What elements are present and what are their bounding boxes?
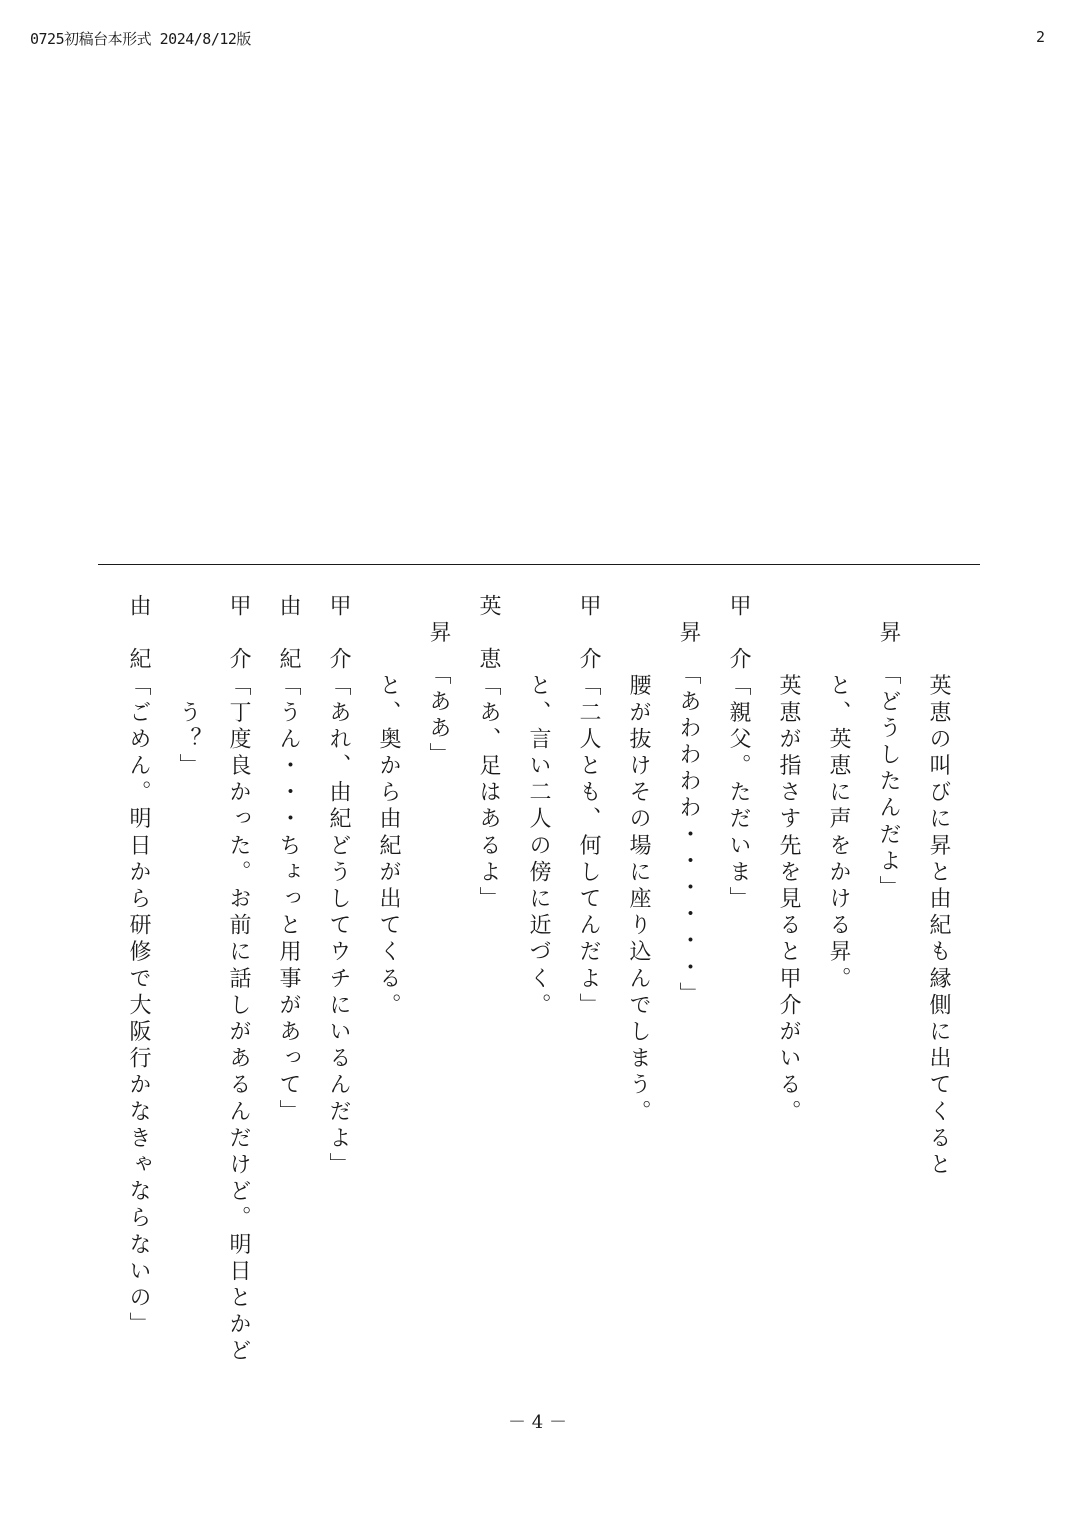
script-line: と、奥から由紀が出てくる。: [376, 594, 401, 1020]
page-number: － 4 －: [508, 1412, 567, 1433]
script-line: 甲 介「親父。ただいま」: [726, 594, 751, 914]
script-line: 英 恵「あ、足はあるよ」: [476, 594, 501, 914]
script-line: 由 紀「ごめん。明日から研修で大阪行かなきゃならないの」: [126, 594, 151, 1339]
script-line: 腰が抜けその場に座り込んでしまう。: [626, 594, 651, 1126]
script-line: 由 紀「うん・・・ちょっと用事があって」: [276, 594, 301, 1126]
script-line: と、言い二人の傍に近づく。: [526, 594, 551, 1020]
page-header-title: 0725初稿台本形式 2024/8/12版: [30, 30, 251, 48]
script-line: 甲 介「丁度良かった。お前に話しがあるんだけど。明日とかど: [226, 594, 251, 1366]
script-line: 甲 介「あれ、由紀どうしてウチにいるんだよ」: [326, 594, 351, 1180]
script-line: う？」: [176, 594, 201, 781]
script-line: 英恵が指さす先を見ると甲介がいる。: [776, 594, 801, 1126]
script-line: と、英恵に声をかける昇。: [826, 594, 851, 993]
script-line: 昇 「どうしたんだよ」: [876, 594, 901, 903]
script-line: 甲 介「二人とも、何してんだよ」: [576, 594, 601, 1020]
sheet-number: 2: [1035, 28, 1045, 46]
script-line: 昇 「あわわわわ・・・・・・」: [676, 594, 701, 1009]
script-line: 昇 「ああ」: [426, 594, 451, 770]
divider-line: [98, 564, 980, 565]
script-line: 英恵の叫びに昇と由紀も縁側に出てくると: [926, 594, 951, 1180]
